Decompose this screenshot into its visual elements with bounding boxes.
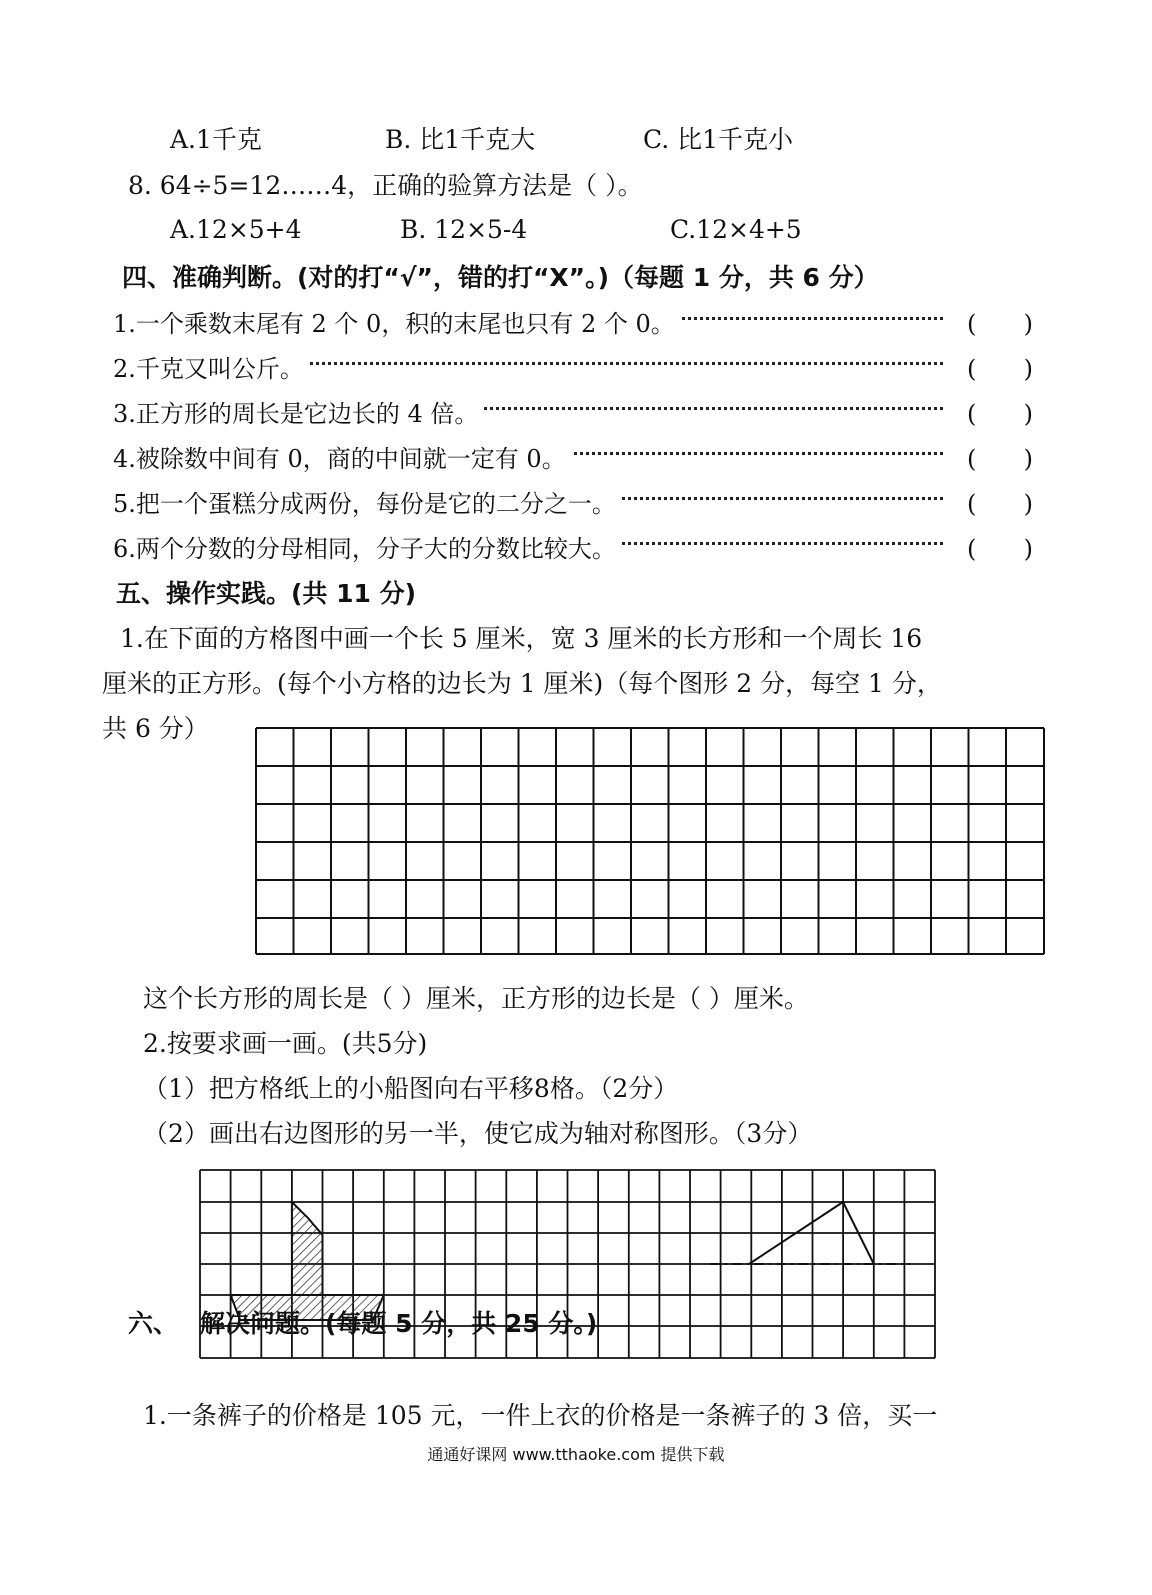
q8-option-b: B. 12×5-4 <box>400 215 528 244</box>
q8-stem: 8. 64÷5=12……4，正确的验算方法是（ ）。 <box>128 171 643 200</box>
judge-item-text: 4.被除数中间有 0，商的中间就一定有 0。 <box>113 442 572 476</box>
q7-option-b: B. 比1千克大 <box>385 125 536 154</box>
q7-option-a: A.1千克 <box>170 125 262 154</box>
paren-open: ( <box>967 490 977 518</box>
page-footer: 通通好课网 www.tthaoke.com 提供下载 <box>427 1445 725 1464</box>
s6-q1: 1.一条裤子的价格是 105 元，一件上衣的价格是一条裤子的 3 倍，买一 <box>143 1401 938 1430</box>
answer-parentheses[interactable] <box>967 307 1033 341</box>
s5-q2-2: （2）画出右边图形的另一半，使它成为轴对称图形。（3分） <box>143 1119 813 1148</box>
paren-close: ) <box>1023 445 1033 473</box>
paren-close: ) <box>1023 400 1033 428</box>
s5-fill-line: 这个长方形的周长是（ ）厘米，正方形的边长是（ ）厘米。 <box>143 984 809 1013</box>
paren-close: ) <box>1023 355 1033 383</box>
paren-close: ) <box>1023 535 1033 563</box>
judge-item <box>113 442 1033 476</box>
q8-option-c: C.12×4+5 <box>670 215 802 244</box>
judge-item <box>113 307 1033 341</box>
paren-close: ) <box>1023 310 1033 338</box>
s5-q2-1: （1）把方格纸上的小船图向右平移8格。（2分） <box>143 1074 679 1103</box>
judge-item <box>113 352 1033 386</box>
section5-title: 五、操作实践。(共 11 分) <box>116 579 417 608</box>
q7-option-c: C. 比1千克小 <box>643 125 794 154</box>
q8-option-a: A.12×5+4 <box>170 215 302 244</box>
judge-item-text: 6.两个分数的分母相同，分子大的分数比较大。 <box>113 532 622 566</box>
paren-open: ( <box>967 535 977 563</box>
judge-item-text: 2.千克又叫公斤。 <box>113 352 310 386</box>
judge-item-text: 3.正方形的周长是它边长的 4 倍。 <box>113 397 484 431</box>
paren-open: ( <box>967 445 977 473</box>
judge-item <box>113 397 1033 431</box>
section6-title-number: 六、 <box>128 1309 179 1338</box>
boat-figure <box>231 1202 384 1320</box>
judge-item <box>113 487 1033 521</box>
answer-parentheses[interactable] <box>967 487 1033 521</box>
s5-q1-line3: 共 6 分） <box>102 714 209 743</box>
judge-item-text: 5.把一个蛋糕分成两份，每份是它的二分之一。 <box>113 487 622 521</box>
answer-parentheses[interactable] <box>967 397 1033 431</box>
paren-open: ( <box>967 355 977 383</box>
paren-close: ) <box>1023 490 1033 518</box>
s5-q2-title: 2.按要求画一画。(共5分) <box>143 1029 428 1058</box>
square-grid-1[interactable] <box>254 726 1048 956</box>
answer-parentheses[interactable] <box>967 532 1033 566</box>
section6-title: 解决问题。(每题 5 分，共 25 分。) <box>200 1309 598 1338</box>
judge-item-text: 1.一个乘数末尾有 2 个 0，积的末尾也只有 2 个 0。 <box>113 307 681 341</box>
paren-open: ( <box>967 400 977 428</box>
s5-q1-line2: 厘米的正方形。(每个小方格的边长为 1 厘米)（每个图形 2 分，每空 1 分， <box>102 669 942 698</box>
section4-title: 四、准确判断。(对的打“√”，错的打“X”。)（每题 1 分，共 6 分） <box>122 263 879 292</box>
answer-parentheses[interactable] <box>967 352 1033 386</box>
s5-q1-line1: 1.在下面的方格图中画一个长 5 厘米，宽 3 厘米的长方形和一个周长 16 <box>120 624 923 653</box>
paren-open: ( <box>967 310 977 338</box>
answer-parentheses[interactable] <box>967 442 1033 476</box>
judge-item <box>113 532 1033 566</box>
